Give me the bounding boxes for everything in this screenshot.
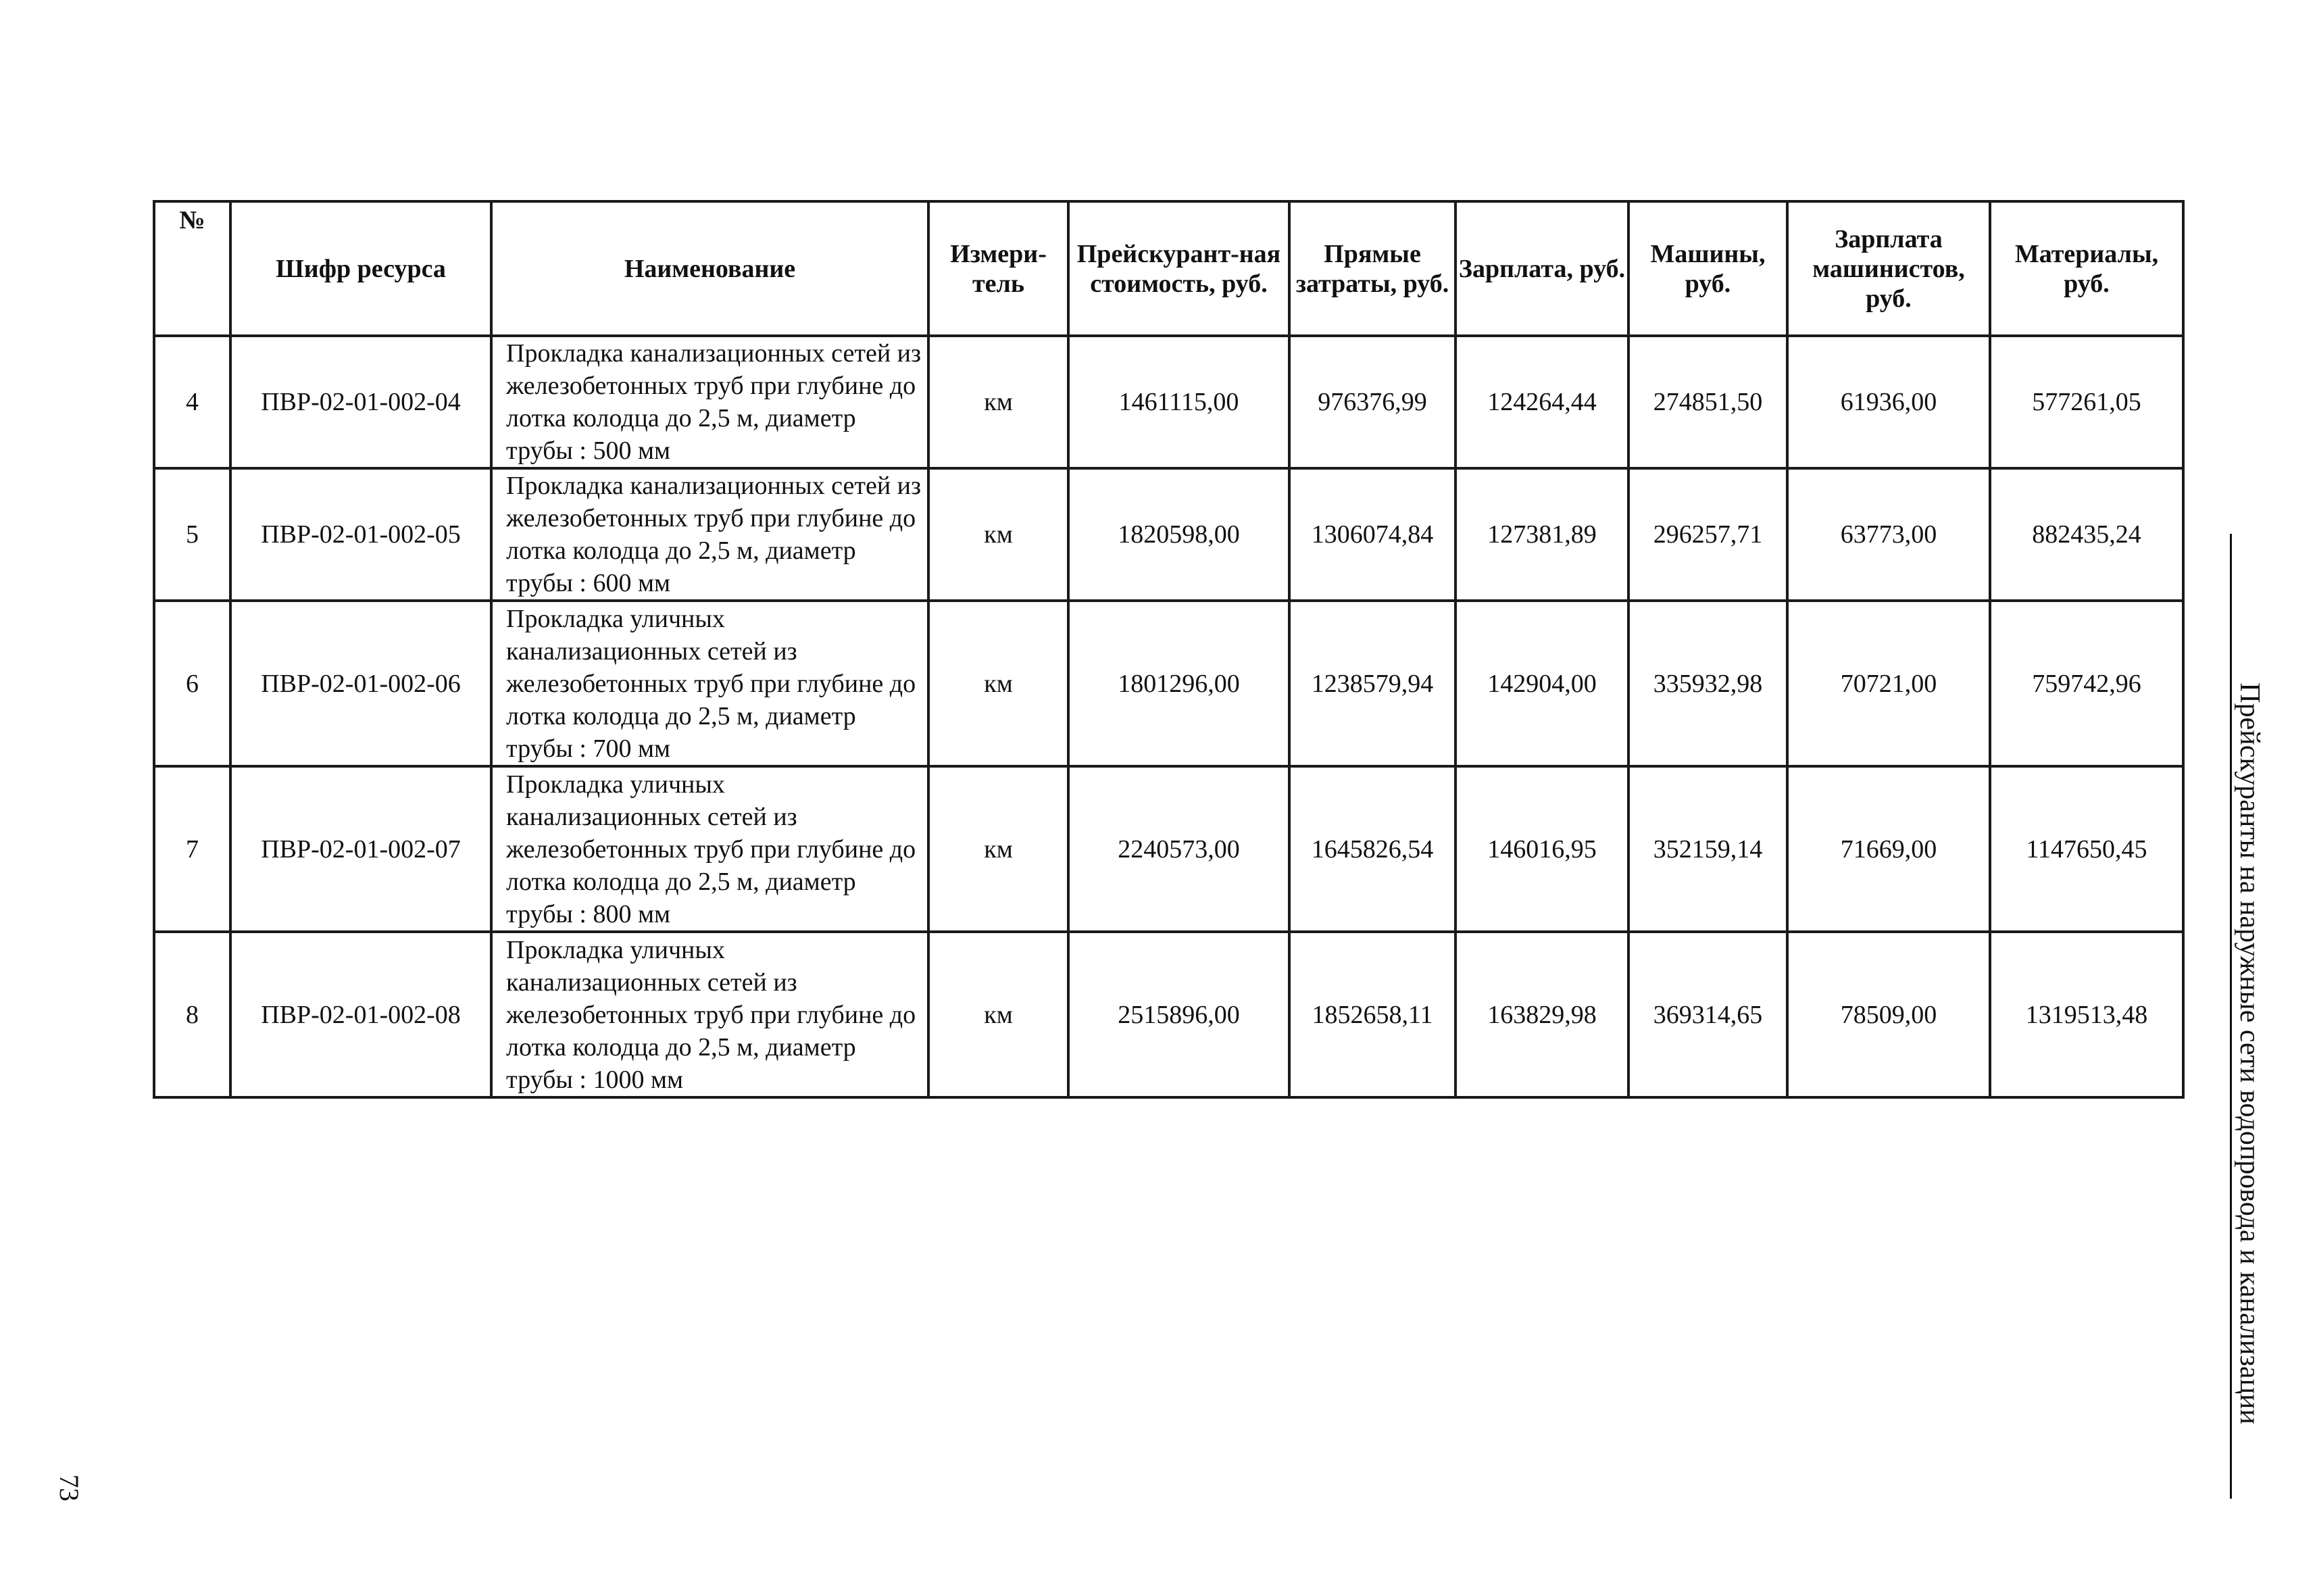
cell-code: ПВР-02-01-002-08 — [230, 932, 491, 1097]
cell-salary: 127381,89 — [1455, 468, 1628, 601]
cell-materials: 577261,05 — [1990, 336, 2183, 468]
cell-name: Прокладка уличных канализационных сетей из железобетонных труб при глубине до лотка колодца до 2,5 м, диаметр трубы : 1000 мм — [491, 932, 928, 1097]
cell-direct: 1238579,94 — [1289, 601, 1455, 766]
cell-machines: 369314,65 — [1628, 932, 1787, 1097]
header-machinist-salary: Зарплата машинистов, руб. — [1787, 201, 1990, 336]
header-unit: Измери-тель — [928, 201, 1068, 336]
cell-name: Прокладка уличных канализационных сетей из железобетонных труб при глубине до лотка колодца до 2,5 м, диаметр трубы : 800 мм — [491, 766, 928, 932]
cell-unit: км — [928, 468, 1068, 601]
cell-materials: 759742,96 — [1990, 601, 2183, 766]
cell-machinist-salary: 63773,00 — [1787, 468, 1990, 601]
cell-price: 1820598,00 — [1068, 468, 1289, 601]
cell-materials: 1319513,48 — [1990, 932, 2183, 1097]
cell-code: ПВР-02-01-002-05 — [230, 468, 491, 601]
cell-salary: 146016,95 — [1455, 766, 1628, 932]
header-machines: Машины, руб. — [1628, 201, 1787, 336]
table-header — [154, 201, 2183, 336]
price-table — [153, 200, 2185, 1099]
header-code: Шифр ресурса — [230, 201, 491, 336]
cell-materials: 882435,24 — [1990, 468, 2183, 601]
cell-salary: 163829,98 — [1455, 932, 1628, 1097]
table-row — [154, 601, 2183, 766]
header-materials: Материалы, руб. — [1990, 201, 2183, 336]
table-row — [154, 468, 2183, 601]
cell-direct: 1306074,84 — [1289, 468, 1455, 601]
cell-salary: 124264,44 — [1455, 336, 1628, 468]
cell-machinist-salary: 78509,00 — [1787, 932, 1990, 1097]
cell-num: 8 — [154, 932, 230, 1097]
header-name: Наименование — [491, 201, 928, 336]
cell-machines: 352159,14 — [1628, 766, 1787, 932]
cell-machines: 296257,71 — [1628, 468, 1787, 601]
cell-unit: км — [928, 932, 1068, 1097]
header-salary: Зарплата, руб. — [1455, 201, 1628, 336]
cell-code: ПВР-02-01-002-04 — [230, 336, 491, 468]
cell-machines: 335932,98 — [1628, 601, 1787, 766]
cell-name: Прокладка уличных канализационных сетей из железобетонных труб при глубине до лотка колодца до 2,5 м, диаметр трубы : 700 мм — [491, 601, 928, 766]
cell-code: ПВР-02-01-002-07 — [230, 766, 491, 932]
cell-name: Прокладка канализационных сетей из железобетонных труб при глубине до лотка колодца до 2,5 м, диаметр трубы : 600 мм — [491, 468, 928, 601]
cell-price: 2515896,00 — [1068, 932, 1289, 1097]
cell-machines: 274851,50 — [1628, 336, 1787, 468]
cell-direct: 976376,99 — [1289, 336, 1455, 468]
cell-price: 1461115,00 — [1068, 336, 1289, 468]
table-body — [154, 336, 2183, 1097]
cell-num: 5 — [154, 468, 230, 601]
cell-materials: 1147650,45 — [1990, 766, 2183, 932]
cell-num: 4 — [154, 336, 230, 468]
side-title: Прейскуранты на наружные сети водопровода и канализации — [2234, 682, 2265, 1424]
cell-unit: км — [928, 336, 1068, 468]
cell-direct: 1645826,54 — [1289, 766, 1455, 932]
cell-unit: км — [928, 601, 1068, 766]
header-price: Прейскурант-ная стоимость, руб. — [1068, 201, 1289, 336]
cell-unit: км — [928, 766, 1068, 932]
header-row — [154, 201, 2183, 336]
table-row — [154, 932, 2183, 1097]
cell-machinist-salary: 61936,00 — [1787, 336, 1990, 468]
cell-salary: 142904,00 — [1455, 601, 1628, 766]
cell-price: 1801296,00 — [1068, 601, 1289, 766]
page-number: 73 — [54, 1474, 84, 1501]
cell-name: Прокладка канализационных сетей из железобетонных труб при глубине до лотка колодца до 2,5 м, диаметр трубы : 500 мм — [491, 336, 928, 468]
cell-direct: 1852658,11 — [1289, 932, 1455, 1097]
cell-num: 6 — [154, 601, 230, 766]
cell-code: ПВР-02-01-002-06 — [230, 601, 491, 766]
cell-num: 7 — [154, 766, 230, 932]
cell-machinist-salary: 71669,00 — [1787, 766, 1990, 932]
cell-price: 2240573,00 — [1068, 766, 1289, 932]
header-num: № — [154, 201, 230, 336]
header-direct: Прямые затраты, руб. — [1289, 201, 1455, 336]
table-row — [154, 336, 2183, 468]
cell-machinist-salary: 70721,00 — [1787, 601, 1990, 766]
table-row — [154, 766, 2183, 932]
